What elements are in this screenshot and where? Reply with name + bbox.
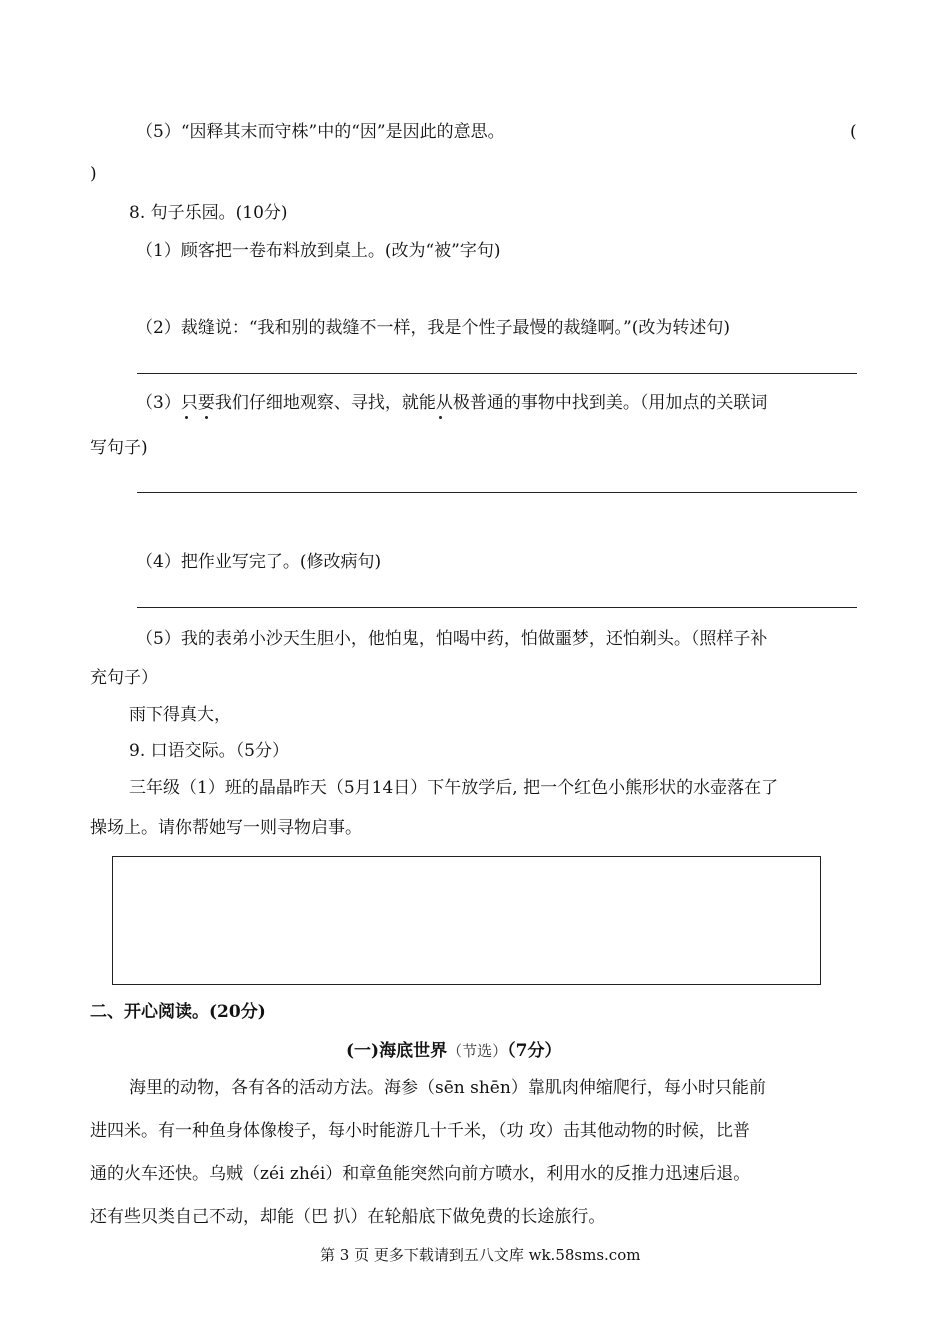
- emphasis-dot: [205, 416, 208, 419]
- q9-prompt: 三年级（1）班的晶晶昨天（5月14日）下午放学后, 把一个红色小熊形状的水壶落在了: [129, 778, 779, 798]
- answer-line-2: [137, 373, 857, 374]
- q7-item-5-paren-open: (: [850, 122, 857, 142]
- answer-line-4: [137, 607, 857, 608]
- reading-1-title-score: （7分）: [507, 1041, 562, 1061]
- page-footer: 第 3 页 更多下载请到五八文库 wk.58sms.com: [320, 1246, 641, 1264]
- q7-item-5-paren-close: ): [90, 164, 97, 184]
- reading-1-line-1: 海里的动物，各有各的活动方法。海参（sēn shēn）靠肌肉伸缩爬行，每小时只能前: [129, 1078, 766, 1098]
- q8-sentence-5-cont: 充句子）: [90, 668, 158, 688]
- reading-1-title: [346, 1043, 561, 1060]
- reading-1-line-3: 通的火车还快。乌贼（zéi zhéi）和章鱼能突然向前方喷水，利用水的反推力迅速后退。: [90, 1164, 751, 1184]
- q8-sentence-1: （1）顾客把一卷布料放到桌上。(改为“被”字句): [136, 241, 501, 261]
- q8-sentence-3: （3）只要我们仔细地观察、寻找，就能从极普通的事物中找到美。（用加点的关联词: [136, 393, 768, 413]
- section-2-title: 二、开心阅读。(20分): [90, 1002, 266, 1022]
- q9-title: 9. 口语交际。（5分）: [129, 741, 289, 761]
- reading-1-line-2: 进四米。有一种鱼身体像梭子，每小时能游几十千米，（功 攻）击其他动物的时候，比普: [90, 1121, 750, 1141]
- emphasis-dot: [185, 416, 188, 419]
- q8-title: 8. 句子乐园。(10分): [129, 203, 288, 223]
- notice-answer-box[interactable]: [112, 856, 821, 985]
- q7-item-5: （5）“因释其末而守株”中的“因”是因此的意思。: [136, 122, 505, 142]
- reading-1-line-4: 还有些贝类自己不动，却能（巴 扒）在轮船底下做免费的长途旅行。: [90, 1207, 606, 1227]
- reading-1-title-main: (一)海底世界: [346, 1041, 448, 1061]
- emphasis-dot: [439, 416, 442, 419]
- q9-prompt-cont: 操场上。请你帮她写一则寻物启事。: [90, 818, 362, 838]
- answer-line-3: [137, 492, 857, 493]
- q8-sentence-3-cont: 写句子): [90, 438, 148, 458]
- q8-sentence-5: （5）我的表弟小沙天生胆小，他怕鬼，怕喝中药，怕做噩梦，还怕剃头。（照样子补: [136, 629, 768, 649]
- reading-1-title-note: （节选）: [447, 1042, 508, 1060]
- q8-example: 雨下得真大，: [129, 705, 231, 725]
- q8-sentence-4: （4）把作业写完了。(修改病句): [136, 552, 382, 572]
- q8-sentence-2: （2）裁缝说：“我和别的裁缝不一样，我是个性子最慢的裁缝啊。”(改为转述句): [136, 318, 730, 338]
